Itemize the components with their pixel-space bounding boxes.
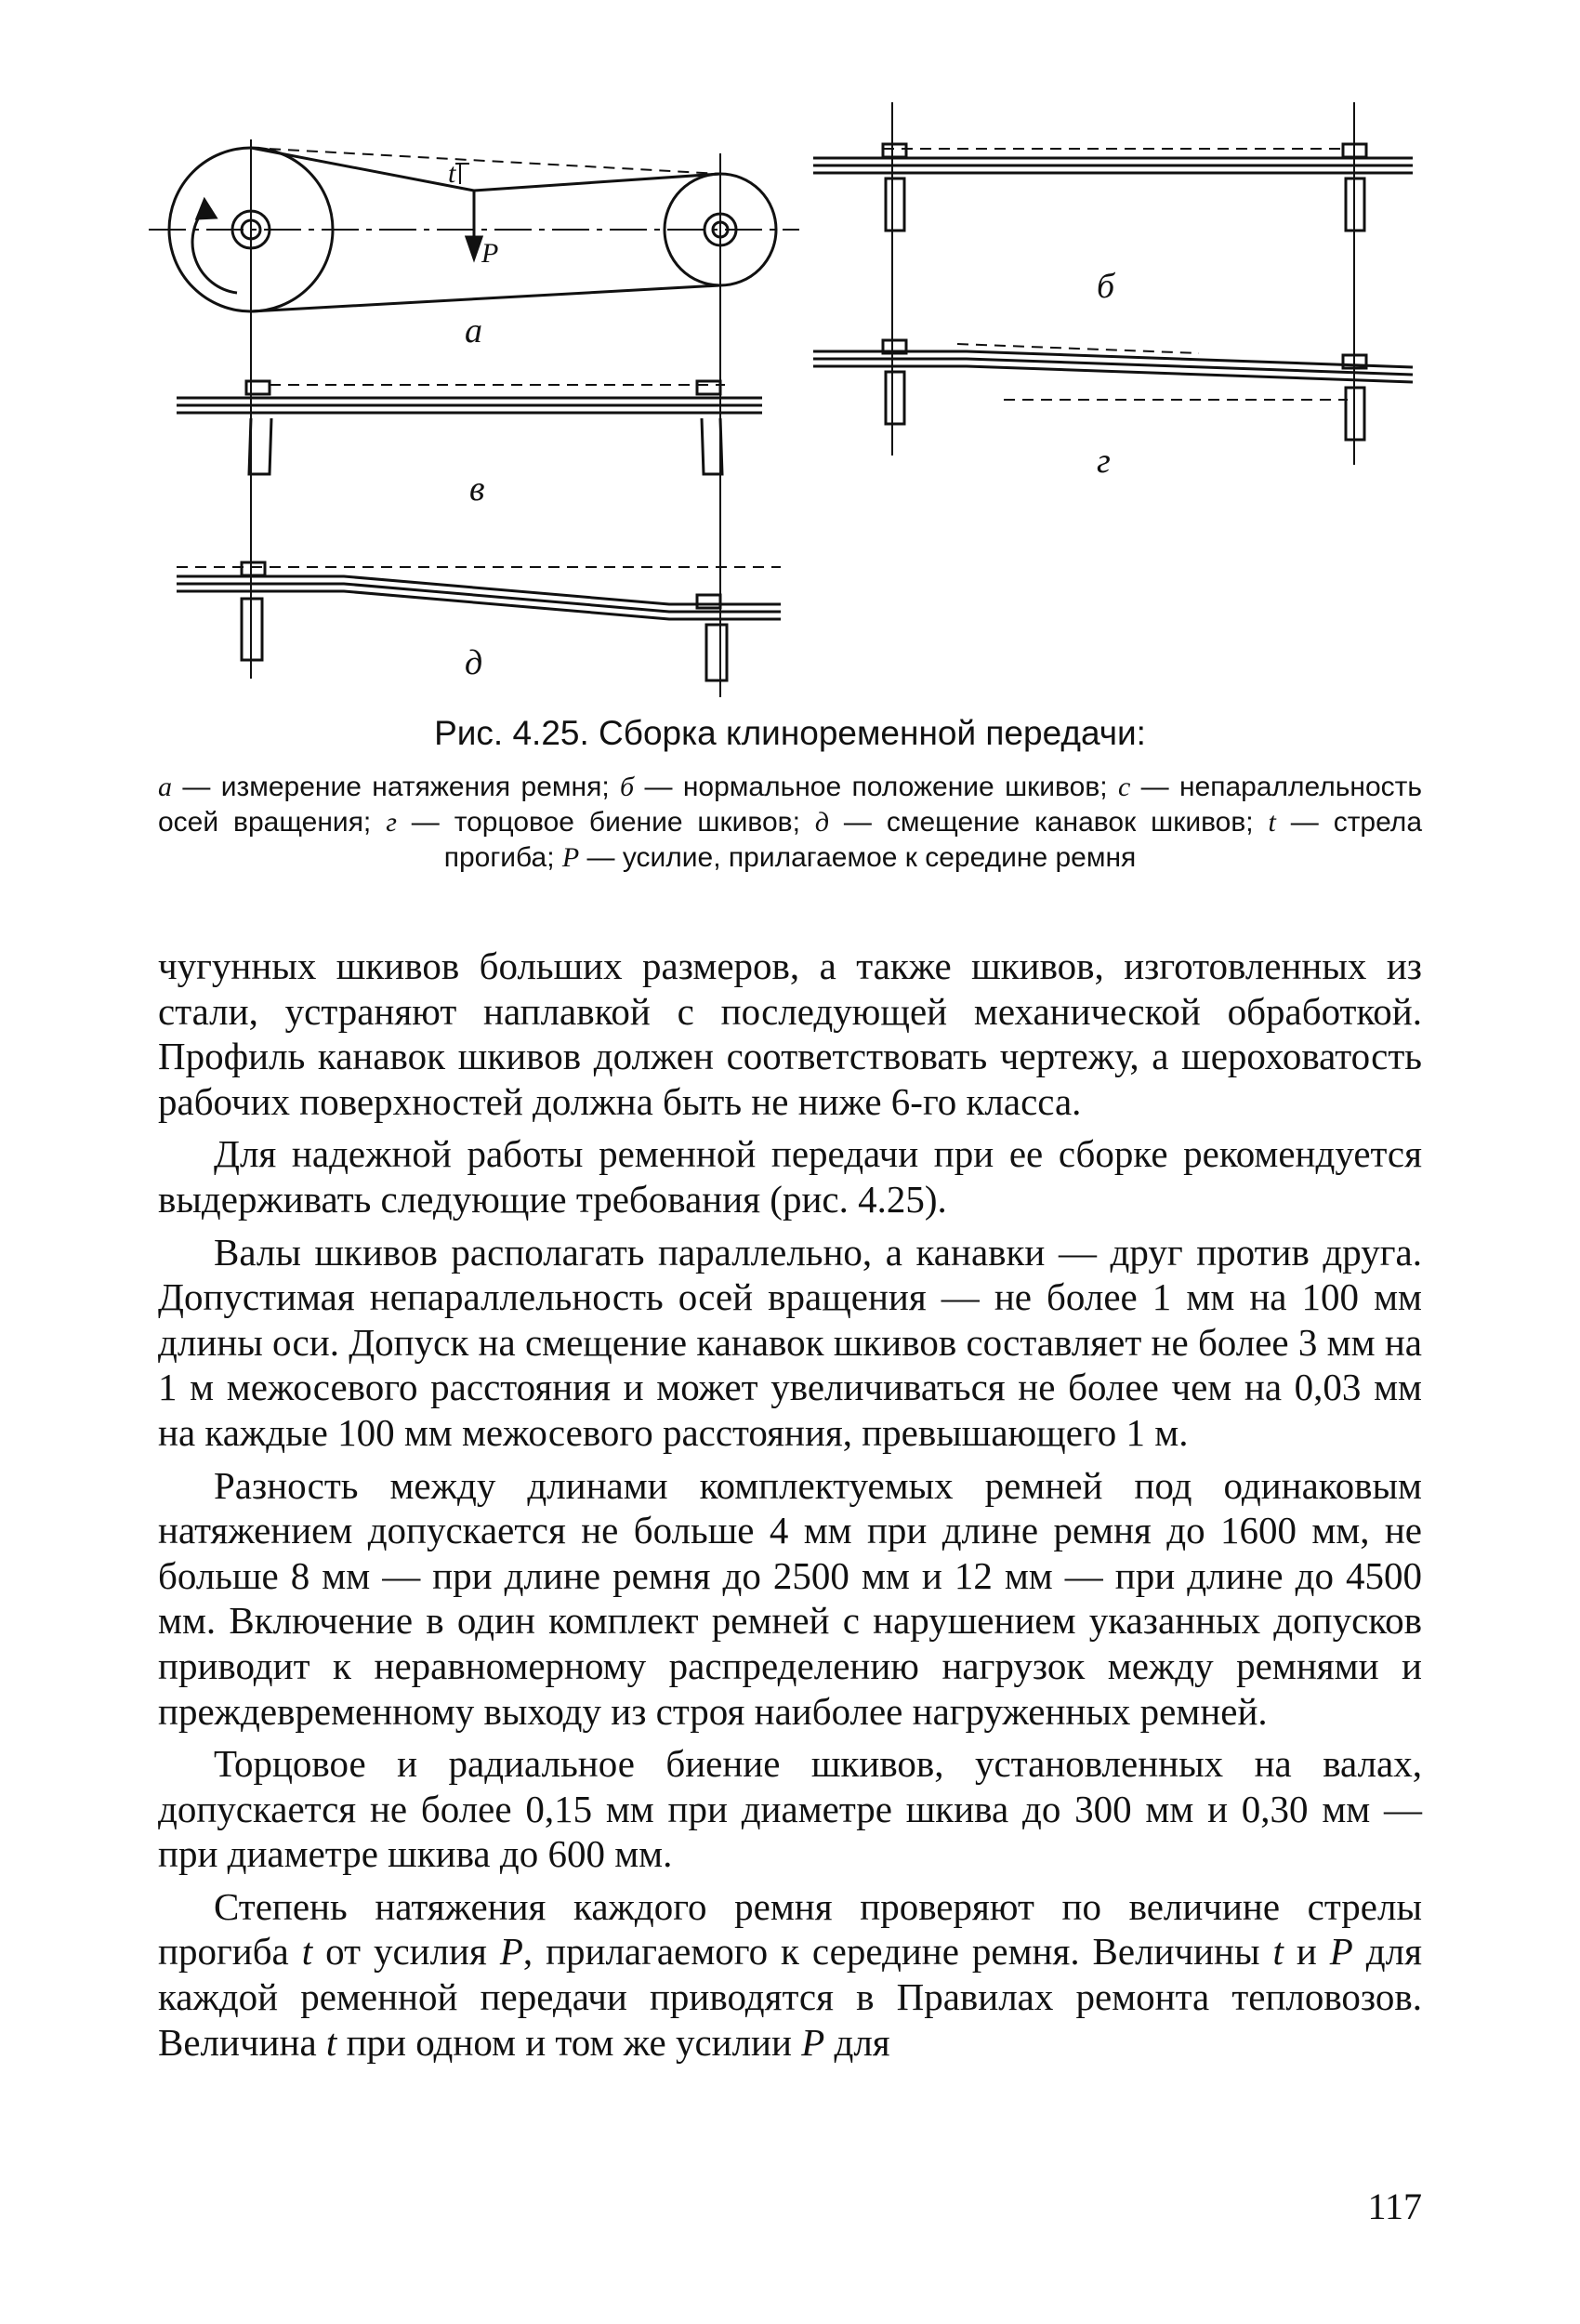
paragraph: Разность между длинами комплектуемых ремней под одинаковым натяжением допускается не больше 4 мм при длине ремня до 1600 мм, не больше 8 мм — при длине ремня до 2500 мм и 12 мм — при длине до 4500 мм. Включение в один комплект ремней с нарушением указанных допусков приводит к неравномерному распределению нагрузок между ремнями и преждевременному выходу из строя наиболее нагруженных ремней. <box>158 1463 1422 1733</box>
figure-caption-title: Рис. 4.25. Сборка клиноременной передачи: <box>434 714 1146 752</box>
text-run: и <box>1283 1930 1330 1974</box>
figure-caption-legend <box>158 770 1422 876</box>
label-d: д <box>465 643 483 682</box>
symbol-t: t <box>1272 1930 1284 1974</box>
legend-text: — торцовое биение шкивов; <box>396 807 815 838</box>
legend-text: — измерение натяжения ремня; <box>172 772 621 802</box>
legend-key: б <box>620 772 635 802</box>
symbol-t: t <box>325 2020 337 2064</box>
text-run: для <box>824 2020 890 2064</box>
text-run: от усилия <box>312 1930 500 1974</box>
symbol-t: t <box>301 1930 313 1974</box>
label-g: г <box>1097 442 1111 481</box>
label-p: P <box>481 238 499 269</box>
legend-key: с <box>1117 772 1131 802</box>
legend-key: t <box>1268 807 1276 838</box>
symbol-p: P <box>1329 1930 1353 1974</box>
label-t: t <box>448 158 456 189</box>
legend-key: а <box>158 772 172 802</box>
text-run: Степень натяжения каждого ремня проверяют по величине стрелы прогиба <box>158 1884 1422 1974</box>
legend-key: г <box>386 807 397 838</box>
legend-text: — непараллельность осей вращения; <box>158 772 1422 838</box>
body-text <box>158 944 1422 2072</box>
paragraph: Торцовое и радиальное биение шкивов, установленных на валах, допускается не более 0,15 мм при диаметре шкива до 300 мм и 0,30 мм — при диаметре шкива до 600 мм. <box>158 1742 1422 1876</box>
text-run: при одном и том же усилии <box>336 2020 802 2064</box>
diagram-v <box>177 381 762 474</box>
diagram-g <box>813 340 1413 440</box>
label-v: в <box>469 469 485 508</box>
text-run: , прилагаемого к середине ремня. Величины <box>522 1930 1273 1974</box>
legend-text: — смещение канавок шкивов; <box>829 807 1269 838</box>
label-b: б <box>1097 267 1115 306</box>
symbol-p: P <box>801 2020 825 2064</box>
page-number: 117 <box>1367 2185 1422 2227</box>
symbol-p: P <box>499 1930 523 1974</box>
legend-text: — нормальное положение шкивов; <box>634 772 1118 802</box>
belt-drive-diagram <box>149 102 1431 697</box>
legend-text: — стрела прогиба; <box>443 807 1422 873</box>
legend-text: — усилие, прилагаемое к середине ремня <box>579 842 1137 873</box>
legend-key: P <box>561 842 580 873</box>
paragraph <box>158 1884 1422 2065</box>
paragraph: Валы шкивов располагать параллельно, а канавки — друг против друга. Допустимая непараллельность осей вращения — не более 1 мм на 100 мм длины оси. Допуск на смещение канавок шкивов составляет не более 3 мм на 1 м межосевого расстояния и может увеличиваться не более чем на 0,03 мм на каждые 100 мм межосевого расстояния, превышающего 1 м. <box>158 1230 1422 1454</box>
figure-4-25 <box>149 102 1431 697</box>
paragraph: чугунных шкивов больших размеров, а также шкивов, изготовленных из стали, устраняют наплавкой с последующей механической обработкой. Профиль канавок шкивов должен соответствовать чертежу, а шероховатость рабочих поверхностей должна быть не ниже 6-го класса. <box>158 944 1422 1123</box>
text-run: для каждой ременной передачи приводятся в Правилах ремонта тепловозов. Величина <box>158 1930 1422 2064</box>
legend-key: д <box>814 807 830 838</box>
paragraph: Для надежной работы ременной передачи при ее сборке рекомендуется выдерживать следующие требования (рис. 4.25). <box>158 1132 1422 1221</box>
label-a: а <box>465 311 482 350</box>
